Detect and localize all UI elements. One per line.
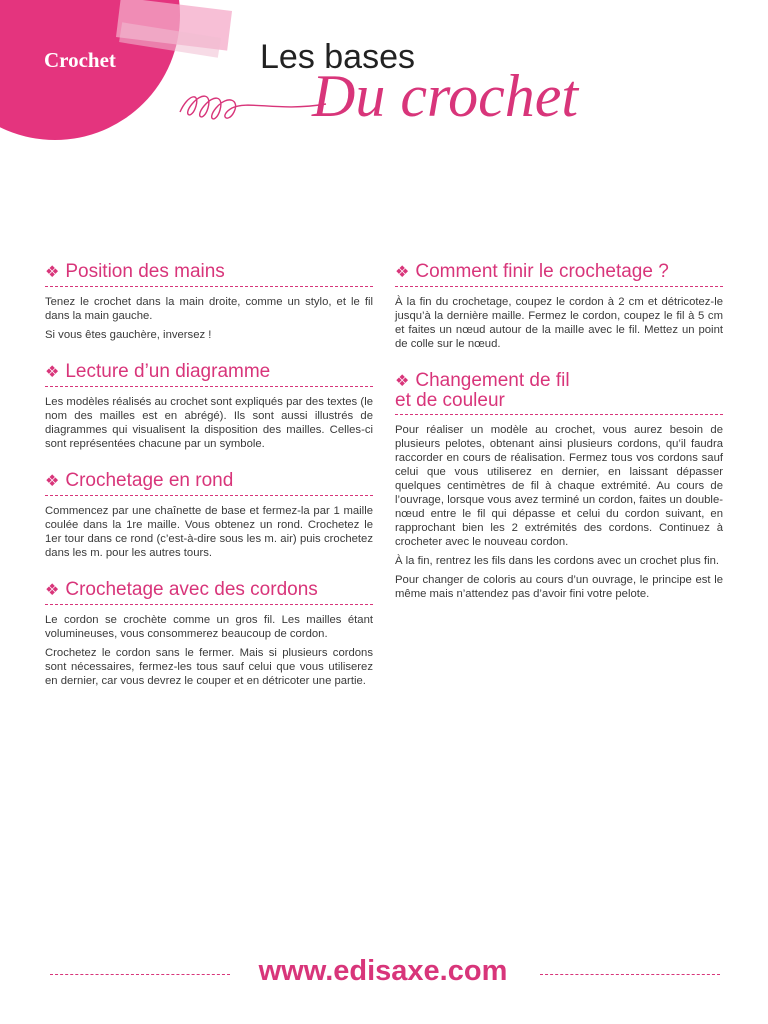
section-title: Comment finir le crochetage ? <box>415 261 669 282</box>
section-heading <box>395 371 723 415</box>
paragraph: Pour changer de coloris au cours d’un ouvrage, le principe est le même mais n’attendez pas d’avoir fini votre pelote. <box>395 574 723 600</box>
section-label: Crochet <box>44 48 116 72</box>
four-petal-diamond-icon: ❖ <box>45 582 60 599</box>
paragraph: Le cordon se crochète comme un gros fil. Les mailles étant volumineuses, vous consommerez beaucoup de cordon. <box>45 614 373 640</box>
section-heading <box>395 262 723 287</box>
section-crochetage-cordons <box>45 580 373 688</box>
footer-divider-left <box>50 974 230 975</box>
paragraph: Pour réaliser un modèle au crochet, vous aurez besoin de plusieurs pelotes, obtenant ainsi plusieurs cordons, qu’il faudra raccorder en cours de réalisation. Fermez tous vos cordons sauf celui que vous utiliserez en dernier, en laissant dépasser quelques centimètres de fil à chaque extrémité. Au cours de l’ouvrage, lorsque vous avez terminé un cordon, faites un double-nœud entre le fil qui dépasse et celui du cordon suivant, en rapprochant bien les 2 extrémités des cordons. Continuez à crocheter avec le nouveau cordon. <box>395 424 723 548</box>
four-petal-diamond-icon: ❖ <box>45 473 60 490</box>
paragraph: À la fin du crochetage, coupez le cordon à 2 cm et détricotez-le jusqu’à la dernière maille. Fermez le cordon, coupez le fil à 5 cm et faites un nœud autour de la maille avec le fil. Mettez un point de colle sur le nœud. <box>395 296 723 350</box>
paragraph: Les modèles réalisés au crochet sont expliqués par des textes (le nom des mailles est en abrégé). Ils sont aussi illustrés de diagrammes qui visualisent la disposition des mailles. Celles-ci sont représentées chacune par un symbole. <box>45 396 373 450</box>
section-title-line2: et de couleur <box>395 390 505 411</box>
section-heading <box>45 362 373 387</box>
right-column <box>395 262 723 621</box>
paragraph: Crochetez le cordon sans le fermer. Mais si plusieurs cordons sont nécessaires, fermez-les tous sauf celui que vous utiliserez en dernier, car vous devrez le couper et en détricoter une partie. <box>45 647 373 687</box>
section-title-line1: Changement de fil <box>415 370 570 391</box>
footer <box>0 955 768 991</box>
section-lecture-diagramme <box>45 362 373 451</box>
paragraph: Si vous êtes gauchère, inversez ! <box>45 329 212 341</box>
section-position-des-mains <box>45 262 373 342</box>
paragraph: Commencez par une chaînette de base et fermez-la par 1 maille coulée dans la 1re maille. Vous obtenez un rond. Crochetez le 1er tour dans ce rond (c’est-à-dire sous les m. air) puis crochetez dans les m. pour les autres tours. <box>45 505 373 559</box>
section-crochetage-en-rond <box>45 471 373 560</box>
four-petal-diamond-icon: ❖ <box>45 364 60 381</box>
four-petal-diamond-icon: ❖ <box>395 264 410 281</box>
section-title: Lecture d’un diagramme <box>65 361 271 382</box>
four-petal-diamond-icon: ❖ <box>395 373 410 390</box>
four-petal-diamond-icon: ❖ <box>45 264 60 281</box>
section-title: Crochetage en rond <box>65 470 234 491</box>
section-heading <box>45 262 373 287</box>
left-column <box>45 262 373 708</box>
website-link[interactable]: www.edisaxe.com <box>258 955 508 987</box>
section-changement-fil <box>395 371 723 601</box>
section-title: Crochetage avec des cordons <box>65 579 318 600</box>
paragraph: Tenez le crochet dans la main droite, comme un stylo, et le fil dans la main gauche. <box>45 296 373 322</box>
page-title-line2: Du crochet <box>312 63 579 129</box>
section-heading <box>45 580 373 605</box>
section-finir-crochetage <box>395 262 723 351</box>
paragraph: À la fin, rentrez les fils dans les cordons avec un crochet plus fin. <box>395 555 720 567</box>
section-title: Position des mains <box>65 261 225 282</box>
swirl-decoration <box>178 72 328 142</box>
footer-divider-right <box>540 974 720 975</box>
section-heading <box>45 471 373 496</box>
page-title-line1: Les bases <box>260 38 415 76</box>
